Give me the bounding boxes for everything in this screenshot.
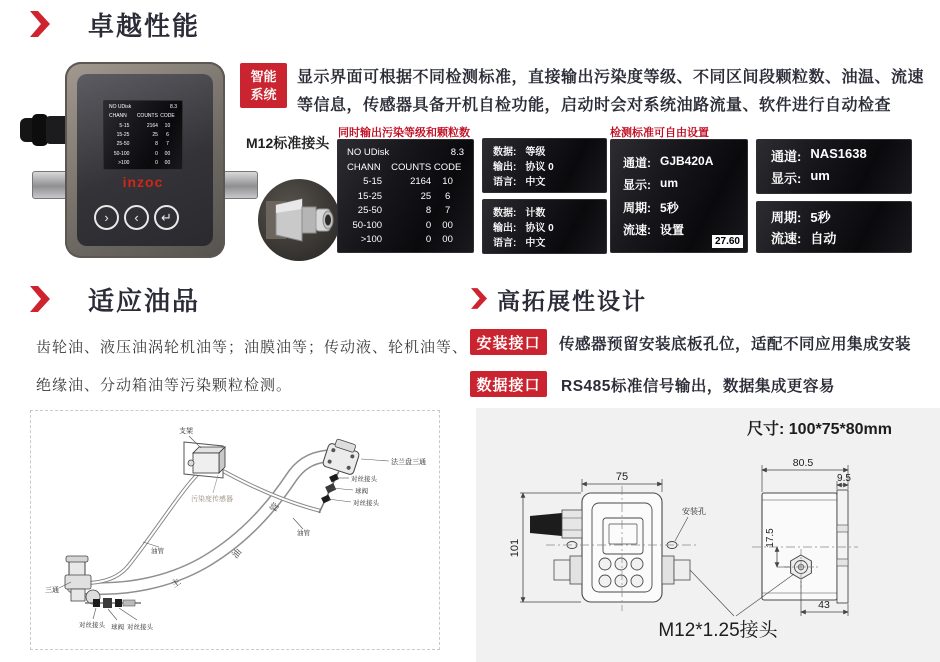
diagram-label-pipe: 油管 xyxy=(297,530,310,537)
screen-standard-nas-bottom: 周期: 5秒 流速: 自动 xyxy=(756,201,912,253)
installation-diagram xyxy=(30,410,440,650)
smart-system-badge: 智能 系统 xyxy=(240,63,287,108)
diagram-label-bracket: 支架 xyxy=(179,428,193,435)
badge-install-port: 安装接口 xyxy=(470,329,547,355)
chevron-right-icon xyxy=(471,288,487,309)
chevron-right-icon xyxy=(30,11,50,37)
diagram-label-joint: 对丝接头 xyxy=(79,622,105,629)
screen-mode-count: 数据: 计数 输出: 协议 0 语言: 中文 xyxy=(482,199,607,254)
section-title-performance: 卓越性能 xyxy=(88,11,201,41)
screen-standard-gjb: 通道: GJB420A 显示: um 周期: 5秒 流速: 设置 27.60 xyxy=(610,139,748,253)
smart-desc-line2: 等信息，传感器具备开机自检功能，启动时会对系统油路流量、软件进行自动检查 xyxy=(297,97,892,114)
installation-diagram-art xyxy=(31,411,439,649)
connector-art xyxy=(258,179,340,261)
next-arrow-icon: › xyxy=(104,210,109,225)
section-title-expand: 高拓展性设计 xyxy=(497,288,647,314)
diagram-label-joint: 对丝接头 xyxy=(353,500,379,507)
mount-hole-label: 安装孔 xyxy=(682,507,706,516)
diagram-label-joint: 对丝接头 xyxy=(351,476,377,483)
diagram-label-joint: 对丝接头 xyxy=(127,624,153,631)
install-port-text: 传感器预留安装底板孔位，适配不同应用集成安装 xyxy=(559,336,912,353)
enter-arrow-icon: ↵ xyxy=(161,210,172,225)
device-prev-button xyxy=(124,205,149,230)
screen-header: NO UDisk xyxy=(109,104,132,110)
data-port-text: RS485标准信号输出，数据集成更容易 xyxy=(561,378,835,395)
annotation-standard: 检测标准可自由设置 xyxy=(610,127,709,139)
diagram-label-pipe: 油管 xyxy=(151,548,164,555)
diagram-pipe-char-main2: 油 xyxy=(230,546,244,561)
dim-offset: 17.5 xyxy=(765,528,776,548)
section-title-oils: 适应油品 xyxy=(88,286,201,316)
badge-data-port: 数据接口 xyxy=(470,371,547,397)
screen-mode-grade: 数据: 等级 输出: 协议 0 语言: 中文 xyxy=(482,138,607,193)
screen-particle-table: NO UDisk 8.3 CHANN COUNTS CODE 5-15 2164 10 15-25 25 6 25-50 8 7 50-100 0 00 >100 0 00 xyxy=(337,139,474,253)
diagram-label-flange-tee: 法兰盘三通 xyxy=(391,459,426,466)
m12-connector-label: M12标准接头 xyxy=(246,135,330,151)
diagram-pipe-char-main3: 管 xyxy=(268,500,282,514)
device-enter-button xyxy=(154,205,179,230)
size-label: 尺寸: 100*75*80mm xyxy=(747,421,892,438)
oils-body-line2: 绝缘油、分动箱油等污染颗粒检测。 xyxy=(36,377,293,394)
device-screen: NO UDisk 8.3 CHANN COUNTS CODE 5-15 2164 10 15-25 25 6 25-50 8 7 50-100 0 00 >100 0 00 xyxy=(103,100,183,170)
m12-thread-label: M12*1.25接头 xyxy=(658,620,778,641)
sensor-product-photo xyxy=(20,58,260,264)
screen-standard-nas-top: 通道: NAS1638 显示: um xyxy=(756,139,912,194)
chevron-right-icon xyxy=(30,286,50,312)
diagram-label-sensor: 污染度传感器 xyxy=(191,496,233,503)
oils-body-line1: 齿轮油、液压油涡轮机油等；油膜油等；传动液、轮机油等、 xyxy=(36,339,469,356)
technical-drawing xyxy=(476,408,940,662)
diagram-label-ball-valve: 球阀 xyxy=(111,624,124,631)
diagram-pipe-char-main1: 主 xyxy=(169,576,183,590)
diagram-label-ball-valve: 球阀 xyxy=(355,488,368,495)
dim-depth: 80.5 xyxy=(792,457,814,469)
prev-arrow-icon: ‹ xyxy=(134,210,139,225)
flow-reading: 27.60 xyxy=(712,235,743,248)
device-next-button xyxy=(94,205,119,230)
technical-drawing-panel xyxy=(476,408,940,662)
dim-width: 75 xyxy=(615,471,629,483)
annotation-output: 同时输出污染等级和颗粒数 xyxy=(338,127,470,139)
m12-connector-photo xyxy=(258,179,340,261)
dim-bottom: 43 xyxy=(818,599,830,611)
diagram-label-tee: 三通 xyxy=(45,587,59,594)
brand-logo: inzoc xyxy=(122,174,164,190)
dim-height: 101 xyxy=(509,538,521,558)
dim-flange: 9.5 xyxy=(837,473,851,484)
smart-desc-line1: 显示界面可根据不同检测标准，直接输出污染度等级、不同区间段颗粒数、油温、流速 xyxy=(297,69,925,86)
